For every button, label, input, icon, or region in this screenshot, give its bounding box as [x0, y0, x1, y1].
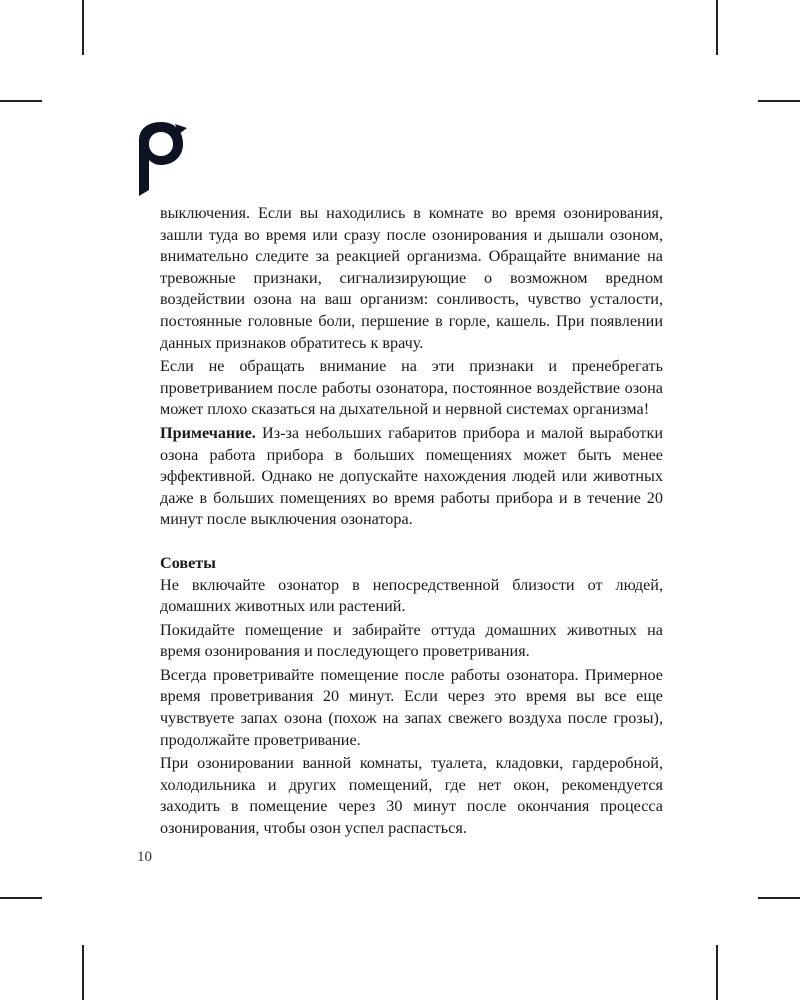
crop-mark-left-top	[0, 100, 42, 102]
crop-mark-left-bottom	[0, 897, 42, 899]
page-body	[160, 203, 663, 840]
brand-p-logo-icon	[137, 120, 189, 196]
crop-mark-bottom-left	[82, 945, 84, 1000]
page-number: 10	[137, 849, 152, 865]
tip-item: Всегда проветривайте помещение после работы озонатора. Примерное время проветривания 20 минут. Если через это время вы все еще чувствуете запах озона (похож на запах свежего воздуха после грозы), продолжайте проветривание.	[160, 665, 663, 749]
section-title-tips: Советы	[160, 553, 216, 572]
tip-item: Покидайте помещение и забирайте оттуда домашних животных на время озонирования и последующего проветривания.	[160, 620, 663, 661]
crop-mark-right-top	[758, 100, 800, 102]
crop-mark-right-bottom	[758, 897, 800, 899]
crop-mark-top-right	[716, 0, 718, 55]
crop-mark-top-left	[82, 0, 84, 55]
tip-item: Не включайте озонатор в непосредственной близости от людей, домашних животных или растений.	[160, 575, 663, 616]
crop-mark-bottom-right	[716, 945, 718, 1000]
note-label: Примечание.	[160, 423, 256, 442]
paragraph-warning: Если не обращать внимание на эти признаки и пренебрегать проветриванием после работы озонатора, постоянное воздействие озона может плохо сказаться на дыхательной и нервной системах организма!	[160, 357, 663, 419]
paragraph-note	[160, 423, 663, 531]
note-text: Из-за небольших габаритов прибора и малой выработки озона работа прибора в больших помещениях может быть менее эффективной. Однако не допускайте нахождения людей или животных даже в больших помещениях во время работы прибора и в течение 20 минут после выключения озонатора.	[160, 423, 663, 529]
paragraph-intro: выключения. Если вы находились в комнате во время озонирования, зашли туда во время или сразу после озонирования и дышали озоном, внимательно следите за реакцией организма. Обращайте внимание на тревожные признаки, сигнализирующие о возможном вредном воздействии озона на ваш организм: сонливость, чувство усталости, постоянные головные боли, першение в горле, кашель. При появлении данных признаков обратитесь к врачу.	[160, 204, 663, 352]
tip-item: При озонировании ванной комнаты, туалета, кладовки, гардеробной, холодильника и других помещений, где нет окон, рекомендуется заходить в помещение через 30 минут после окончания процесса озонирования, чтобы озон успел распасться.	[160, 754, 663, 838]
